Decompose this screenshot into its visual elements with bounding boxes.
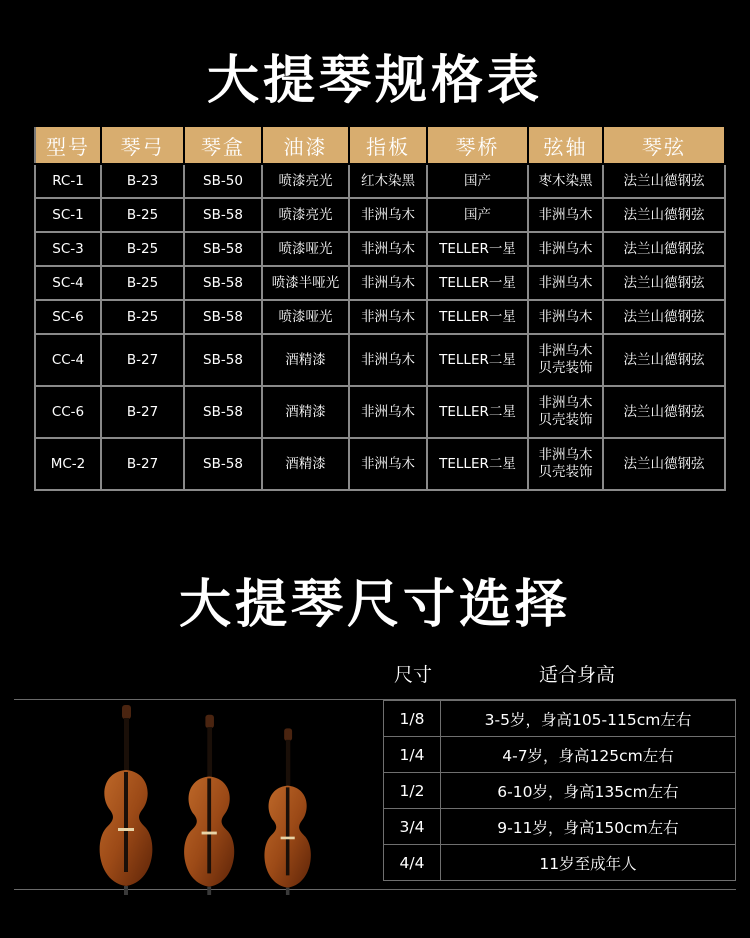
spec-table-cell: TELLER一星 [427, 266, 528, 300]
spec-table-cell: 非洲乌木 贝壳装饰 [528, 386, 603, 438]
spec-table-cell: 法兰山德钢弦 [603, 198, 725, 232]
spec-table-cell: CC-6 [35, 386, 101, 438]
spec-table-cell: 法兰山德钢弦 [603, 438, 725, 490]
spec-table-cell: 酒精漆 [262, 386, 349, 438]
spec-table-cell: 喷漆半哑光 [262, 266, 349, 300]
size-value-cell: 1/4 [384, 737, 441, 773]
spec-table-row [35, 164, 725, 198]
spec-table-body [35, 164, 725, 490]
spec-table-cell: SC-4 [35, 266, 101, 300]
spec-table-cell: 枣木染黑 [528, 164, 603, 198]
spec-table-cell: CC-4 [35, 334, 101, 386]
spec-table-title: 大提琴规格表 [206, 51, 543, 111]
spec-table-cell: 法兰山德钢弦 [603, 266, 725, 300]
spec-table-cell: TELLER一星 [427, 300, 528, 334]
spec-table-cell: TELLER一星 [427, 232, 528, 266]
height-value-cell: 4-7岁，身高125cm左右 [441, 737, 736, 773]
spec-header-cell: 油漆 [262, 126, 349, 164]
spec-table-cell: B-25 [101, 300, 184, 334]
spec-table-cell: 喷漆亮光 [262, 198, 349, 232]
spec-table-cell: B-23 [101, 164, 184, 198]
spec-table-cell: SC-6 [35, 300, 101, 334]
size-table-row [384, 701, 736, 737]
spec-table-cell: 法兰山德钢弦 [603, 334, 725, 386]
spec-table-cell: RC-1 [35, 164, 101, 198]
spec-table-cell: SB-58 [184, 300, 262, 334]
spec-table-cell: B-25 [101, 198, 184, 232]
size-table-body [384, 701, 736, 881]
spec-table-row [35, 386, 725, 438]
spec-table-cell: 喷漆哑光 [262, 300, 349, 334]
spec-header-cell: 型号 [35, 126, 101, 164]
spec-table-cell: 法兰山德钢弦 [603, 164, 725, 198]
cello-icon [264, 728, 310, 895]
spec-table-cell: SC-3 [35, 232, 101, 266]
spec-header-cell: 琴盒 [184, 126, 262, 164]
spec-table-cell: SB-58 [184, 198, 262, 232]
spec-table-header-row [35, 126, 725, 164]
spec-table-cell: B-27 [101, 438, 184, 490]
spec-table-cell: 非洲乌木 [349, 334, 427, 386]
cello-icon [100, 705, 153, 895]
spec-table-cell: 非洲乌木 贝壳装饰 [528, 438, 603, 490]
spec-table-cell: SB-58 [184, 334, 262, 386]
spec-table-cell: 喷漆亮光 [262, 164, 349, 198]
size-table-row [384, 737, 736, 773]
spec-table-cell: SB-58 [184, 232, 262, 266]
size-value-cell: 1/8 [384, 701, 441, 737]
spec-table-cell: 非洲乌木 [349, 300, 427, 334]
spec-table-cell: SC-1 [35, 198, 101, 232]
spec-table-cell: 法兰山德钢弦 [603, 232, 725, 266]
spec-table-cell: B-25 [101, 266, 184, 300]
size-value-cell: 3/4 [384, 809, 441, 845]
spec-table-cell: 非洲乌木 [349, 198, 427, 232]
spec-table-cell: B-27 [101, 334, 184, 386]
spec-table-cell: SB-58 [184, 438, 262, 490]
spec-table-cell: SB-58 [184, 266, 262, 300]
spec-table-row [35, 334, 725, 386]
size-table [383, 700, 736, 881]
spec-table-cell: 红木染黑 [349, 164, 427, 198]
spec-table-cell: 非洲乌木 [349, 266, 427, 300]
spec-table-cell: TELLER二星 [427, 334, 528, 386]
size-table-row [384, 809, 736, 845]
size-table-row [384, 773, 736, 809]
spec-header-cell: 琴桥 [427, 126, 528, 164]
spec-table-cell: 法兰山德钢弦 [603, 386, 725, 438]
spec-table-cell: SB-50 [184, 164, 262, 198]
cello-icon [184, 715, 234, 895]
spec-table-cell: 非洲乌木 贝壳装饰 [528, 334, 603, 386]
size-value-cell: 1/2 [384, 773, 441, 809]
spec-table-row [35, 438, 725, 490]
spec-table-cell: 法兰山德钢弦 [603, 300, 725, 334]
spec-table-cell: 非洲乌木 [349, 386, 427, 438]
spec-table-row [35, 198, 725, 232]
spec-table-cell: 酒精漆 [262, 438, 349, 490]
spec-header-cell: 弦轴 [528, 126, 603, 164]
spec-table-cell: 酒精漆 [262, 334, 349, 386]
spec-header-cell: 琴弓 [101, 126, 184, 164]
spec-table-cell: 非洲乌木 [528, 232, 603, 266]
spec-table-cell: TELLER二星 [427, 386, 528, 438]
size-table-row [384, 845, 736, 881]
spec-table-cell: TELLER二星 [427, 438, 528, 490]
spec-header-cell: 琴弦 [603, 126, 725, 164]
spec-table-cell: 国产 [427, 198, 528, 232]
height-value-cell: 3-5岁，身高105-115cm左右 [441, 701, 736, 737]
spec-table-cell: 非洲乌木 [349, 232, 427, 266]
spec-table-cell: 国产 [427, 164, 528, 198]
spec-table-cell: B-27 [101, 386, 184, 438]
spec-table-cell: MC-2 [35, 438, 101, 490]
size-selection-title: 大提琴尺寸选择 [178, 575, 571, 635]
spec-table-cell: 喷漆哑光 [262, 232, 349, 266]
spec-table-row [35, 232, 725, 266]
size-value-cell: 4/4 [384, 845, 441, 881]
spec-table-cell: 非洲乌木 [528, 266, 603, 300]
cello-product-image [90, 700, 330, 895]
height-value-cell: 9-11岁，身高150cm左右 [441, 809, 736, 845]
spec-table-row [35, 300, 725, 334]
spec-table [34, 125, 726, 491]
spec-table-cell: B-25 [101, 232, 184, 266]
height-value-cell: 6-10岁，身高135cm左右 [441, 773, 736, 809]
spec-table-cell: 非洲乌木 [349, 438, 427, 490]
spec-table-cell: 非洲乌木 [528, 198, 603, 232]
size-column-header: 尺寸 [394, 664, 433, 686]
height-column-header: 适合身高 [539, 664, 616, 686]
height-value-cell: 11岁至成年人 [441, 845, 736, 881]
spec-table-cell: 非洲乌木 [528, 300, 603, 334]
spec-table-row [35, 266, 725, 300]
spec-table-cell: SB-58 [184, 386, 262, 438]
spec-header-cell: 指板 [349, 126, 427, 164]
